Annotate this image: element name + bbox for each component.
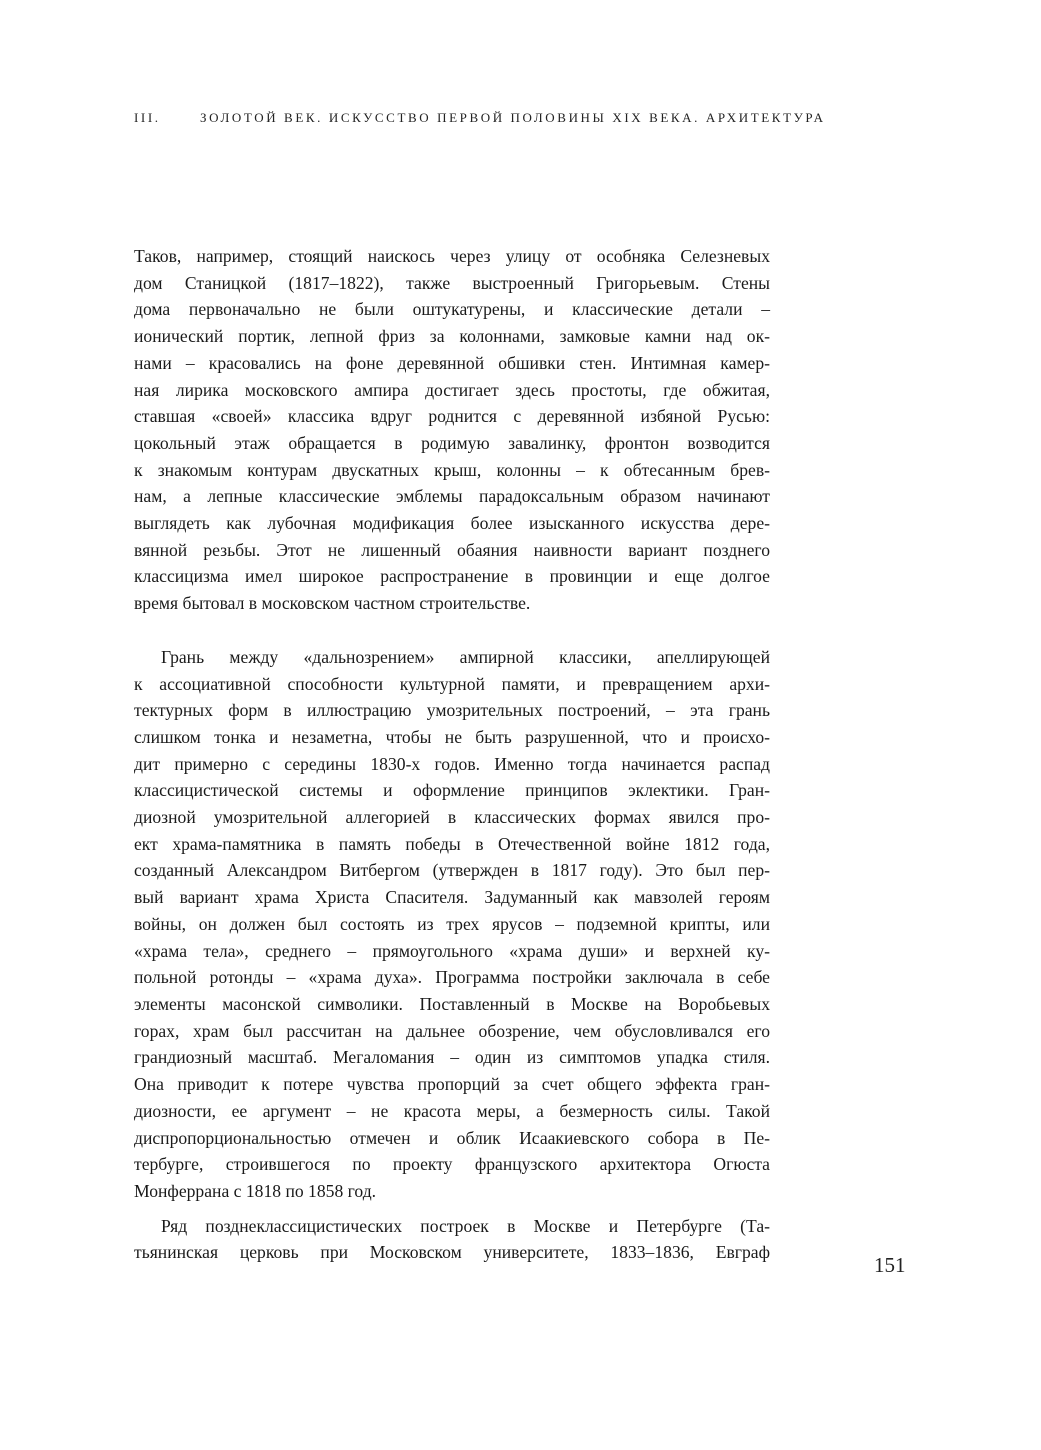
text-line: классицизма имел широкое распространение в провинции и еще долгое [134,566,770,587]
text-line: диозной умозрительной аллегорией в классических формах явился про- [134,807,770,828]
text-line: тектурных форм в иллюстрацию умозрительных построений, – эта грань [134,700,770,721]
text-line: классицистической системы и оформление принципов эклектики. Гран- [134,780,770,801]
paragraph-late-classicism [134,1213,770,1266]
text-line: тербурге, строившегося по проекту французского архитектора Огюста [134,1154,770,1175]
running-head [134,110,894,126]
text-line: элементы масонской символики. Поставленный в Москве на Воробьевых [134,993,770,1014]
paragraph-vitberg-temple [134,644,770,1205]
text-line: дома первоначально не были оштукатурены, и классические детали – [134,299,770,320]
text-line: время бытовал в московском частном строительстве. [134,593,531,614]
text-line: польной ротонды – «храма духа». Программа постройки заключала в себе [134,967,770,988]
text-line: к знакомым контурам двускатных крыш, колонны – к обтесанным брев- [134,459,770,480]
text-line: грандиозный масштаб. Мегаломания – один из симптомов упадка стиля. [134,1047,770,1068]
text-line: ионический портик, лепной фриз за колоннами, замковые камни над ок- [134,326,770,347]
text-line: слишком тонка и незаметна, чтобы не быть разрушенной, что и происхо- [134,726,770,747]
text-line: войны, он должен был состоять из трех ярусов – подземной крипты, или [134,913,770,934]
text-line: Она приводит к потере чувства пропорций за счет общего эффекта гран- [134,1074,770,1095]
text-line: Таков, например, стоящий наискось через улицу от особняка Селезневых [134,246,770,266]
text-line: ная лирика московского ампира достигает здесь простоты, где обжитая, [134,379,770,400]
text-line: диозности, ее аргумент – не красота меры, а безмерность силы. Такой [134,1100,770,1121]
text-line: горах, храм был рассчитан на дальнее обозрение, чем обусловливался его [134,1020,770,1041]
paragraph-stanitskaya-house [134,243,770,617]
text-line: диспропорциональностью отмечен и облик Исаакиевского собора в Пе- [134,1127,770,1148]
text-line: Грань между «дальнозрением» ампирной классики, апеллирующей [161,646,770,667]
text-line: выглядеть как лубочная модификация более изысканного искусства дере- [134,513,770,534]
text-line: Ряд позднеклассицистических построек в Москве и Петербурге (Та- [161,1215,770,1236]
text-line: «храма тела», среднего – прямоугольного «храма души» и верхней ку- [134,940,770,961]
text-line: ставшая «своей» классика вдруг роднится с деревянной избяной Русью: [134,406,770,427]
text-line: нами – красовались на фоне деревянной обшивки стен. Интимная камер- [134,352,770,373]
text-line: цокольный этаж обращается в родимую завалинку, фронтон возводится [134,432,770,453]
section-number: III. [134,110,161,125]
text-line: дит примерно с середины 1830-х годов. Именно тогда начинается распад [134,753,770,774]
body-text [134,243,770,1266]
text-line: тьянинская церковь при Московском университете, 1833–1836, Евграф [134,1242,770,1263]
text-line: Монферрана с 1818 по 1858 год. [134,1180,377,1201]
text-line: к ассоциативной способности культурной памяти, и превращением архи- [134,673,770,694]
text-line: созданный Александром Витбергом (утвержден в 1817 году). Это был пер- [134,860,770,881]
running-head-title: ЗОЛОТОЙ ВЕК. ИСКУССТВО ПЕРВОЙ ПОЛОВИНЫ XIX ВЕКА. АРХИТЕКТУРА [200,110,826,125]
text-line: дом Станицкой (1817–1822), также выстроенный Григорьевым. Стены [134,272,770,293]
text-line: нам, а лепные классические эмблемы парадоксальным образом начинают [134,486,770,507]
text-line: вый вариант храма Христа Спасителя. Задуманный как мавзолей героям [134,887,770,908]
page-number: 151 [874,1253,906,1277]
text-line: ект храма-памятника в память победы в Отечественной войне 1812 года, [134,833,770,854]
text-line: вянной резьбы. Этот не лишенный обаяния наивности вариант позднего [134,539,770,560]
